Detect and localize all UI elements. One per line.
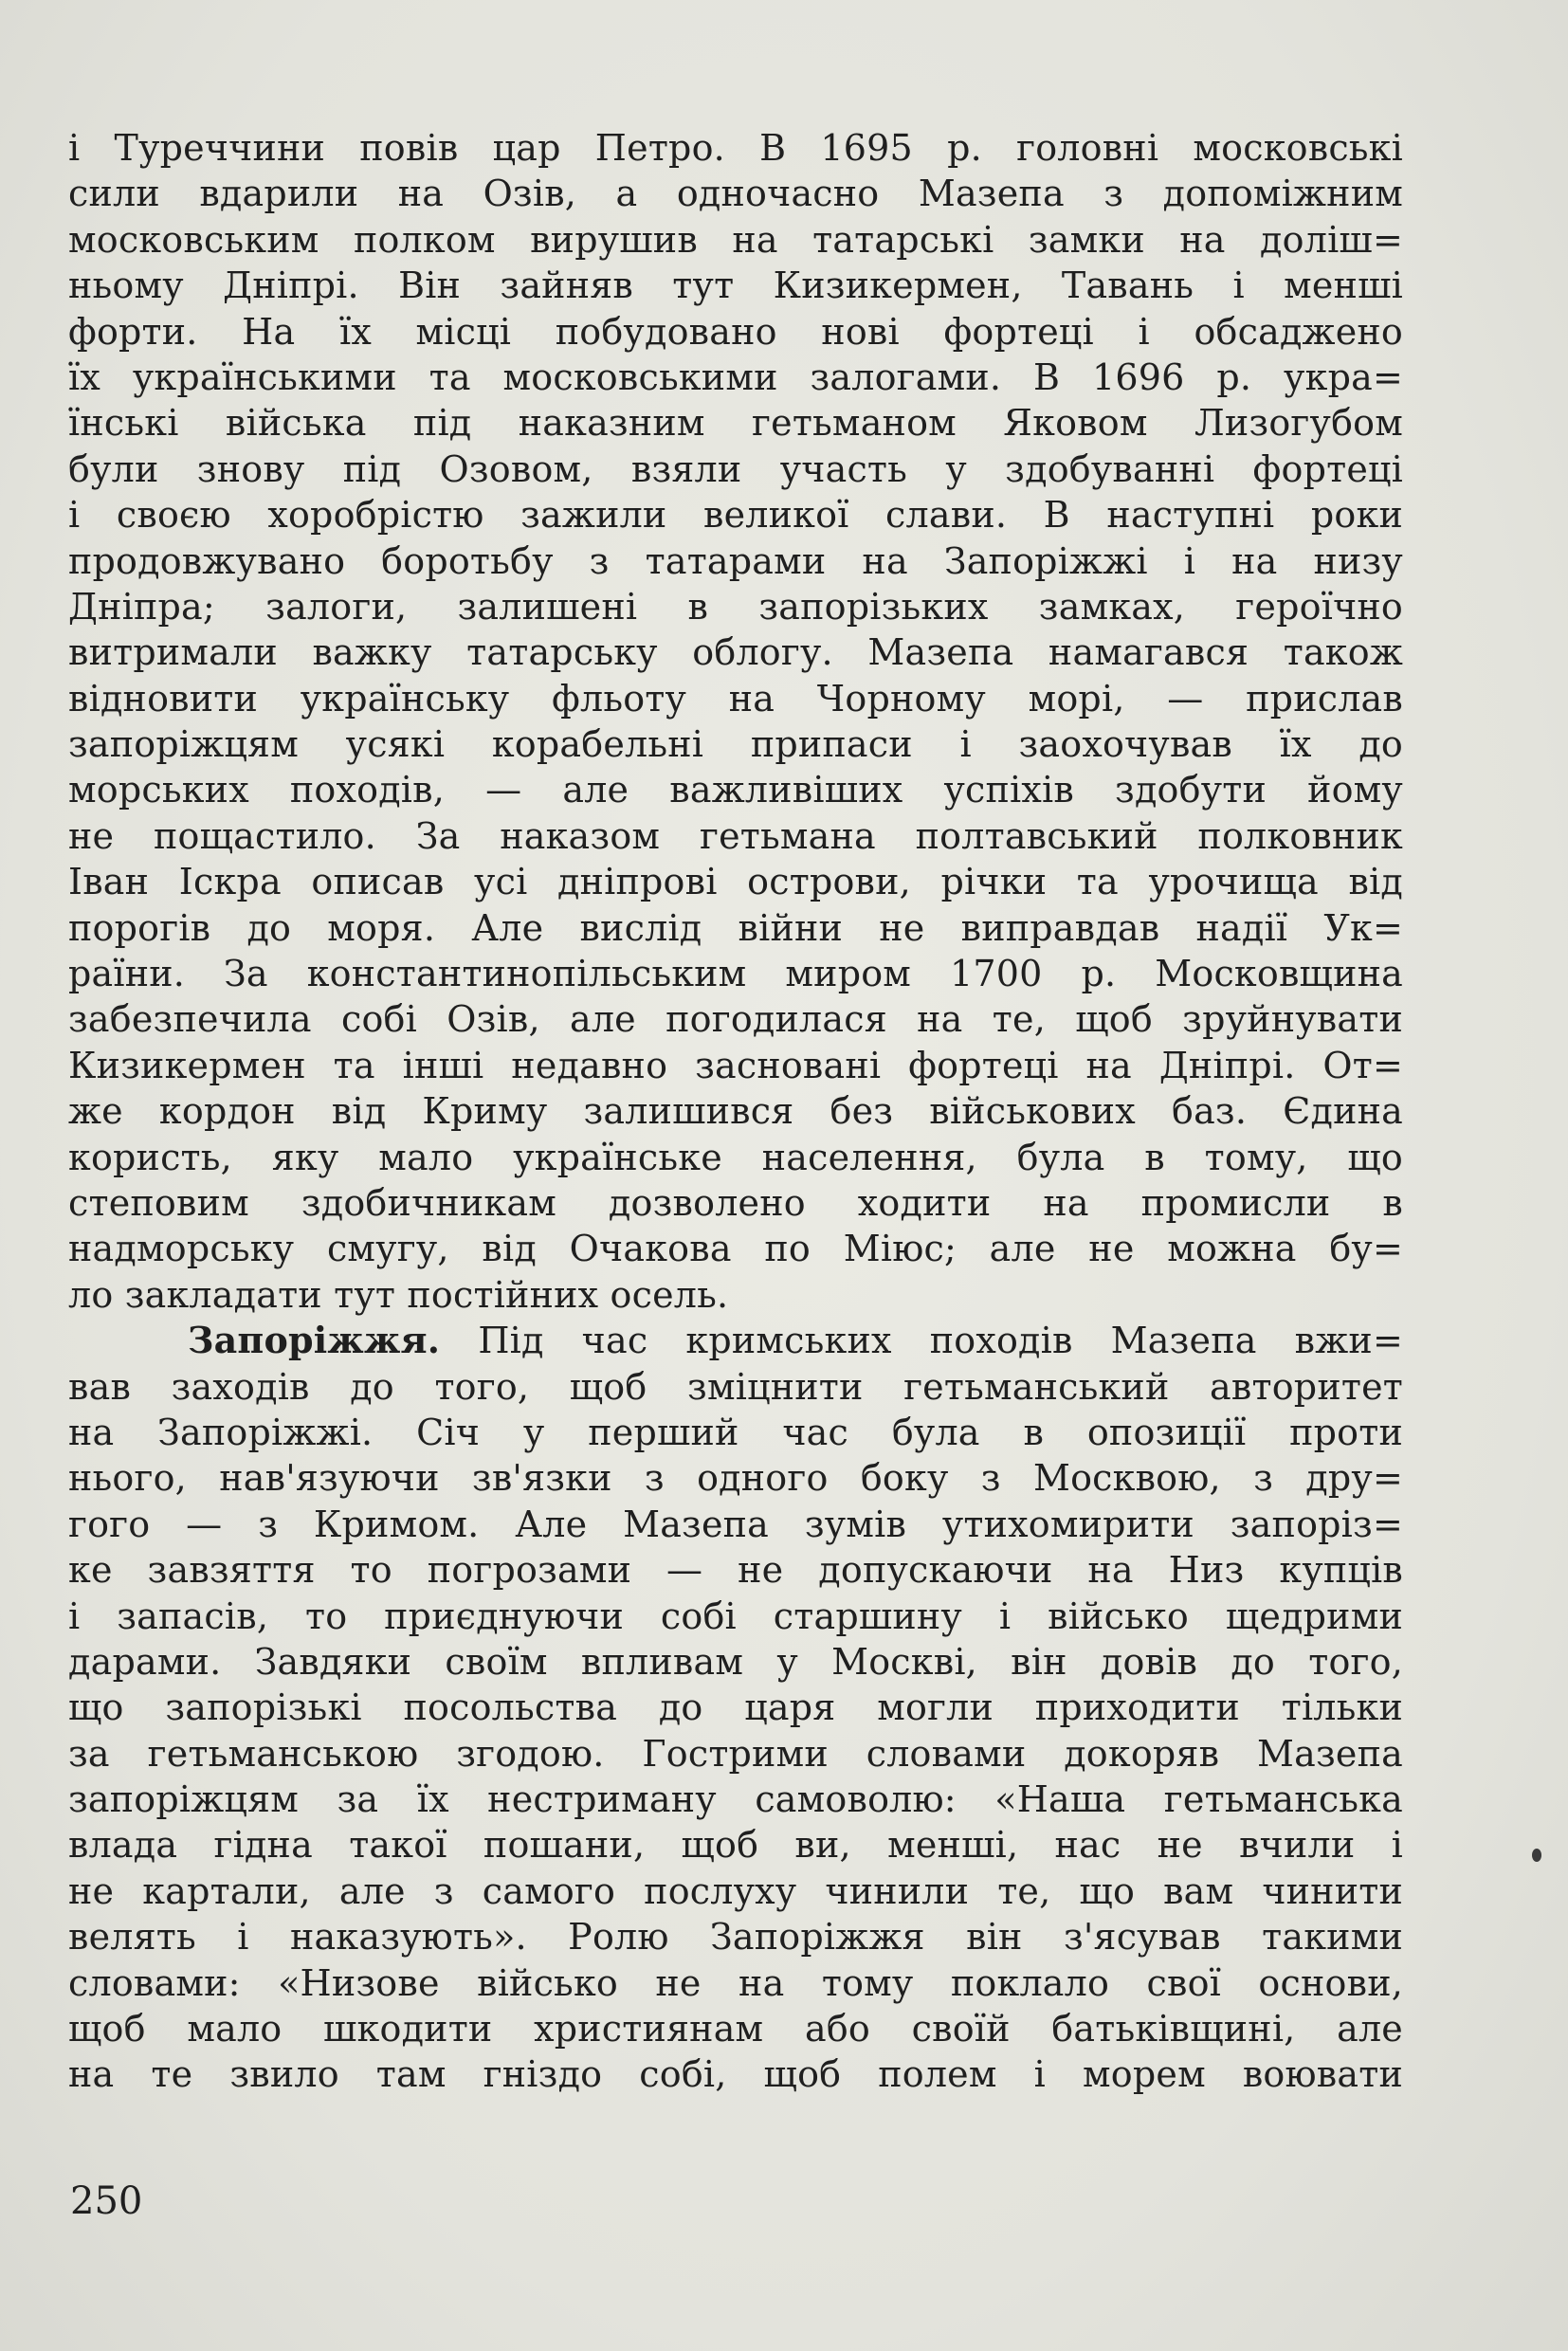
text-line: порогів до моря. Але вислід війни не виправдав надії Ук= — [68, 906, 1403, 949]
text-line: словами: «Низове військо не на тому поклало свої основи, — [68, 1961, 1403, 2004]
body-text — [68, 125, 1403, 2098]
text-line: же кордон від Криму залишився без військових баз. Єдина — [68, 1090, 1403, 1133]
text-line: ньому Дніпрі. Він зайняв тут Кизикермен, Тавань і менші — [68, 264, 1403, 307]
text-line: відновити українську фльоту на Чорному морі, — прислав — [68, 677, 1403, 720]
text-line: велять і наказують». Ролю Запоріжжя він з'ясував такими — [68, 1916, 1403, 1959]
text-line: влада гідна такої пошани, щоб ви, менші, нас не вчили і — [68, 1824, 1403, 1867]
text-line: на Запоріжжі. Січ у перший час була в опозиції проти — [68, 1411, 1403, 1453]
text-line: були знову під Озовом, взяли участь у здобуванні фортеці — [68, 447, 1403, 490]
text-line: морських походів, — але важливіших успіхів здобути йому — [68, 769, 1403, 811]
section-heading: Запоріжжя. — [188, 1319, 441, 1362]
text-line: і запасів, то приєднуючи собі старшину і військо щедрими — [68, 1595, 1403, 1637]
text-line: витримали важку татарську облогу. Мазепа намагався також — [68, 631, 1403, 674]
text-line: надморську смугу, від Очакова по Міюс; але не можна бу= — [68, 1228, 1403, 1270]
text-line: вав заходів до того, щоб зміцнити гетьманський авторитет — [68, 1365, 1403, 1408]
text-line: не картали, але з самого послуху чинили те, що вам чинити — [68, 1869, 1403, 1912]
text-line: що запорізькі посольства до царя могли приходити тільки — [68, 1686, 1403, 1729]
text-line: ло закладати тут постійних осель. — [68, 1273, 729, 1316]
text-line: за гетьманською згодою. Гострими словами докоряв Мазепа — [68, 1732, 1403, 1775]
text-line: Дніпра; залоги, залишені в запорізьких замках, героїчно — [68, 585, 1403, 628]
text-line: користь, яку мало українське населення, була в тому, що — [68, 1136, 1403, 1178]
text-line: запоріжцям за їх нестриману самоволю: «Наша гетьманська — [68, 1778, 1403, 1821]
page-number: 250 — [70, 2179, 143, 2223]
text-line: їх українськими та московськими залогами. В 1696 р. укра= — [68, 355, 1403, 398]
text-line: гого — з Кримом. Але Мазепа зумів утихомирити запоріз= — [68, 1503, 1403, 1545]
text-line: і своєю хоробрістю зажили великої слави. В наступні роки — [68, 494, 1403, 537]
text-line: форти. На їх місці побудовано нові фортеці і обсаджено — [68, 310, 1403, 353]
text-line: Кизикермен та інші недавно засновані фортеці на Дніпрі. От= — [68, 1044, 1403, 1086]
text-line: дарами. Завдяки своїм впливам у Москві, він довів до того, — [68, 1640, 1403, 1683]
text-line: нього, нав'язуючи зв'язки з одного боку з Москвою, з дру= — [68, 1457, 1403, 1500]
text-line: сили вдарили на Озів, а одночасно Мазепа з допоміжним — [68, 173, 1403, 215]
text-line: ке завзяття то погрозами — не допускаючи на Низ купців — [68, 1549, 1403, 1592]
text-line: продовжувано боротьбу з татарами на Запоріжжі і на низу — [68, 539, 1403, 582]
text-line: щоб мало шкодити християнам або своїй батьківщині, але — [68, 2008, 1403, 2050]
text-line: забезпечила собі Озів, але погодилася на те, щоб зруйнувати — [68, 998, 1403, 1041]
section-first-line — [68, 1318, 1403, 1363]
text-line: і Туреччини повів цар Петро. В 1695 р. головні московські — [68, 127, 1403, 169]
text-line: на те звило там гніздо собі, щоб полем і морем воювати — [68, 2053, 1403, 2096]
text-line: степовим здобичникам дозволено ходити на промисли в — [68, 1181, 1403, 1224]
text-fragment: Під час кримських походів Мазепа вжи= — [440, 1320, 1403, 1362]
text-line: московським полком вирушив на татарські замки на доліш= — [68, 218, 1403, 261]
text-line: запоріжцям усякі корабельні припаси і заохочував їх до — [68, 723, 1403, 766]
text-line: раїни. За константинопільським миром 1700 р. Московщина — [68, 953, 1403, 995]
text-line: Іван Іскра описав усі дніпрові острови, річки та урочища від — [68, 861, 1403, 903]
text-line: їнські війська під наказним гетьманом Яковом Лизогубом — [68, 402, 1403, 445]
text-line: не пощастило. За наказом гетьмана полтавський полковник — [68, 814, 1403, 857]
paper-blemish — [1532, 1849, 1541, 1862]
